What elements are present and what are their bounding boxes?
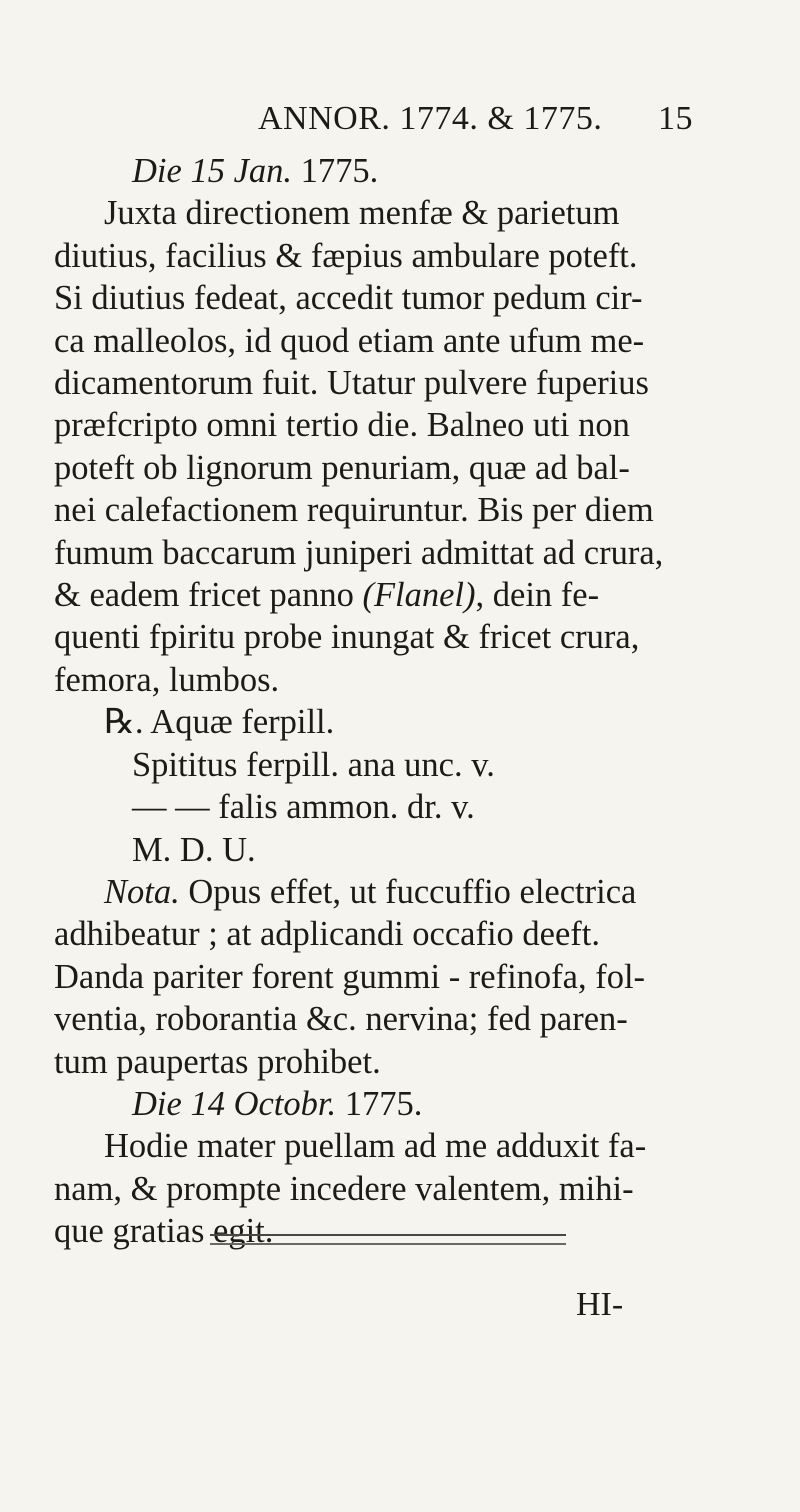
catchword: HI-	[576, 1286, 624, 1323]
prescription-line: Spititus ferpill. ana unc. v.	[132, 745, 495, 784]
text-line: & eadem fricet panno (Flanel), dein fe-	[54, 576, 600, 615]
text-line: ca malleolos, id quod etiam ante ufum me-	[54, 321, 645, 360]
text-line: quenti fpiritu probe inungat & fricet crura,	[54, 618, 640, 657]
section-divider	[210, 1234, 566, 1245]
entry-date-oct-1775: Die 14 Octobr. 1775.	[132, 1084, 423, 1123]
prescription-line: — — falis ammon. dr. v.	[132, 788, 475, 827]
text-line: ventia, roborantia &c. nervina; fed paren-	[54, 1000, 628, 1039]
entry-date-jan-1775: Die 15 Jan. 1775.	[132, 152, 379, 190]
text-line: nei calefactionem requiruntur. Bis per diem	[54, 491, 654, 530]
page-header	[0, 100, 800, 146]
prescription-line: ℞. Aquæ ferpill.	[104, 703, 335, 742]
page-body	[54, 150, 754, 1253]
page-number: 15	[658, 100, 693, 137]
text-line: Si diutius fedeat, accedit tumor pedum cir-	[54, 279, 643, 318]
flanel-word: (Flanel)	[362, 576, 476, 615]
text-line: fumum baccarum juniperi admittat ad crura,	[54, 533, 664, 572]
text-line: poteft ob lignorum penuriam, quæ ad bal-	[54, 448, 630, 487]
text-line: dicamentorum fuit. Utatur pulvere fuperius	[54, 364, 649, 403]
text-line: que gratias egit.	[54, 1212, 274, 1251]
text-line: Danda pariter forent gummi - refinofa, fol-	[54, 957, 646, 996]
text-line: tum paupertas prohibet.	[54, 1042, 381, 1081]
text-line: diutius, facilius & fæpius ambulare poteft.	[54, 236, 638, 275]
text-line: adhibeatur ; at adplicandi occafio deeft.	[54, 915, 600, 954]
text-line: femora, lumbos.	[54, 660, 280, 699]
text-line: præfcripto omni tertio die. Balneo uti non	[54, 406, 630, 445]
nota-label: Nota.	[104, 872, 180, 911]
text-line: nam, & prompte incedere valentem, mihi-	[54, 1169, 634, 1208]
prescription-signature: M. D. U.	[132, 830, 256, 869]
running-title: ANNOR. 1774. & 1775.	[258, 100, 603, 137]
text-line: Juxta directionem menfæ & parietum	[104, 194, 620, 233]
nota-line: Nota. Opus effet, ut fuccuffio electrica	[104, 872, 637, 911]
text-line: Hodie mater puellam ad me adduxit fa-	[104, 1127, 647, 1166]
